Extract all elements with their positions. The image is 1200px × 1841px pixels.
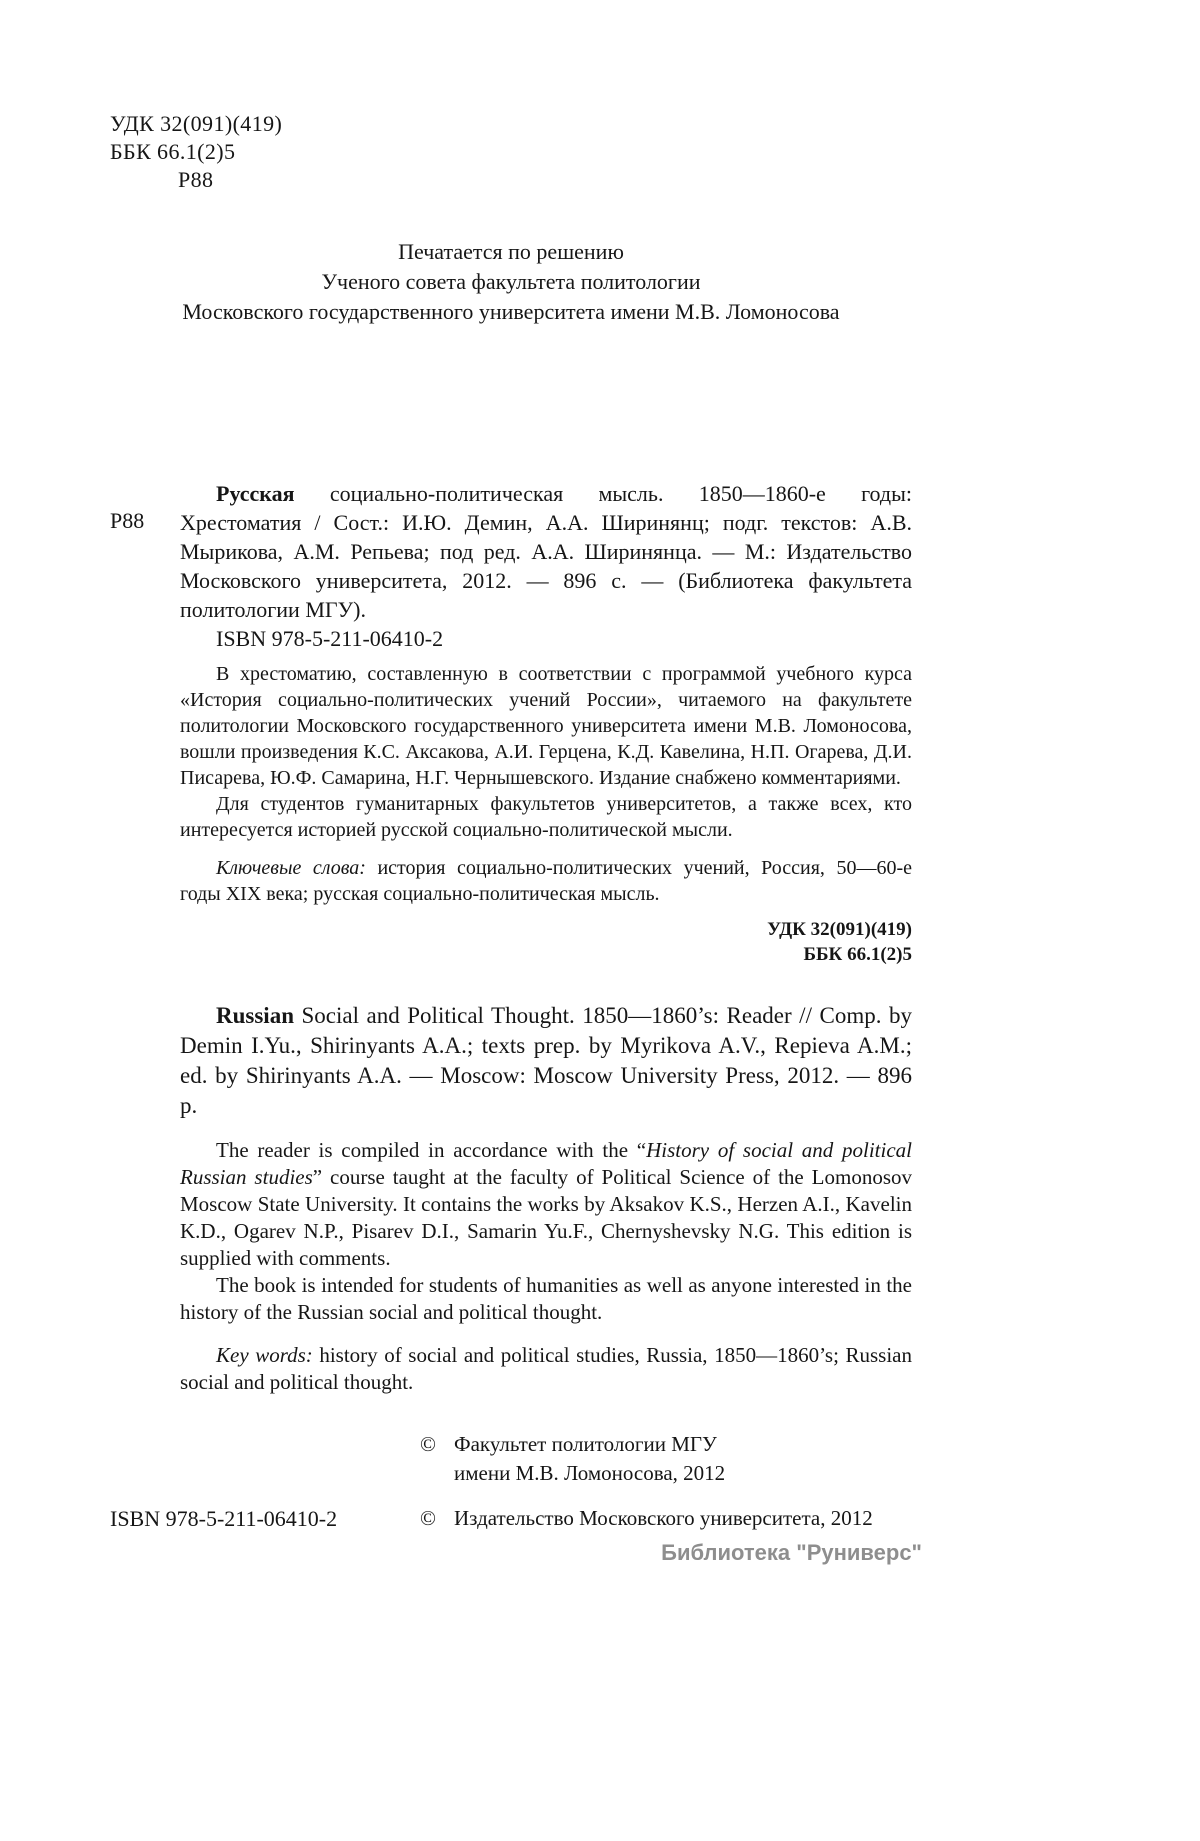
en-abstract-p1-course-title: History of social and political Russian studies xyxy=(180,1138,912,1189)
bbk-code: ББК 66.1(2)5 xyxy=(110,139,236,164)
en-abstract-p1-end: ” course taught at the faculty of Political Science of the Lomonosov Moscow State University. It contains the works by Aksakov K.S., Herzen A.I., Kavelin K.D., Ogarev N.P., Pisarev D.I., Samarin Yu.F., Chernyshevsky N.G. This edition is supplied with comments. xyxy=(180,1165,913,1270)
copyright-symbol-1: © xyxy=(420,1432,436,1456)
en-abstract-block xyxy=(180,1137,912,1326)
en-entry-body: Social and Political Thought. 1850—1860’s: Reader // Comp. by Demin I.Yu., Shirinyants A.A.; texts prep. by Myrikova A.V., Repieva A.M.; ed. by Shirinyants A.A. — Moscow: Moscow University Press, 2012. — 896 p. xyxy=(180,1003,912,1118)
ru-abstract-paragraph-1: В хрестоматию, составленную в соответствии с программой учебного курса «История социально-политических учений России», читаемого на факультете политологии Московского государственного университета имени М.В. Ломоносова, вошли произведения К.С. Аксакова, А.И. Герцена, К.Д. Кавелина, Н.П. Огарева, Д.И. Писарева, Ю.Ф. Самарина, Н.Г. Чернышевского. Издание снабжено комментариями. xyxy=(180,663,912,789)
ru-entry-margin-code: Р88 xyxy=(110,508,145,533)
en-abstract-paragraph-2: The book is intended for students of humanities as well as anyone interested in the history of the Russian social and political thought. xyxy=(180,1273,912,1324)
ru-entry-title-bold: Русская xyxy=(216,481,295,506)
copyright-block xyxy=(110,1430,912,1533)
en-abstract-paragraph-1 xyxy=(180,1137,912,1272)
imprimatur-block xyxy=(110,237,912,327)
imprimatur-line1: Печатается по решению xyxy=(398,239,624,264)
top-classification-codes xyxy=(110,110,912,194)
copyright-line-2: имени М.В. Ломоносова, 2012 xyxy=(454,1461,726,1485)
en-keywords-paragraph xyxy=(180,1342,912,1396)
content-column xyxy=(110,110,912,1533)
imprimatur-line3: Московского государственного университета имени М.В. Ломоносова xyxy=(182,299,840,324)
ru-entry-block xyxy=(110,479,912,653)
isbn-bottom: ISBN 978-5-211-06410-2 xyxy=(110,1506,338,1531)
runivers-library-watermark: Библиотека "Руниверс" xyxy=(661,1540,922,1565)
en-keywords-text: history of social and political studies, Russia, 1850—1860’s; Russian social and political thought. xyxy=(180,1343,912,1394)
author-sign-code: Р88 xyxy=(178,167,214,192)
imprimatur-line2: Ученого совета факультета политологии xyxy=(321,269,701,294)
copyright-line-3-text: Издательство Московского университета, 2012 xyxy=(454,1506,873,1530)
right-classification-codes xyxy=(110,917,912,967)
copyright-line-1 xyxy=(420,1430,912,1459)
en-entry-title-bold: Russian xyxy=(216,1003,294,1028)
ru-entry-body: социально-политическая мысль. 1850—1860-е годы: Хрестоматия / Сост.: И.Ю. Демин, А.А. Ширинянц; подг. текстов: А.В. Мырикова, А.М. Репьева; под ред. А.А. Ширинянца. — М.: Издательство Московского университета, 2012. — 896 с. — (Библиотека факультета политологии МГУ). xyxy=(180,481,912,622)
copyright-line-1-text: Факультет политологии МГУ xyxy=(454,1432,717,1456)
udk-code: УДК 32(091)(419) xyxy=(110,111,283,136)
ru-entry-isbn: ISBN 978-5-211-06410-2 xyxy=(216,626,444,651)
udk-code-right: УДК 32(091)(419) xyxy=(767,919,912,940)
en-abstract-p1-start: The reader is compiled in accordance with the “ xyxy=(216,1138,647,1162)
en-bibliographic-entry xyxy=(180,1001,912,1121)
ru-keywords-label: Ключевые слова: xyxy=(216,857,366,879)
ru-abstract-block xyxy=(180,661,912,843)
ru-keywords-paragraph xyxy=(180,855,912,907)
ru-keywords-text: история социально-политических учений, Россия, 50—60-е годы XIX века; русская социально-политическая мысль. xyxy=(180,857,912,905)
ru-bibliographic-entry xyxy=(180,479,912,624)
en-keywords-label: Key words: xyxy=(216,1343,313,1367)
bbk-code-right: ББК 66.1(2)5 xyxy=(803,944,912,965)
ru-abstract-paragraph-2: Для студентов гуманитарных факультетов университетов, а также всех, кто интересуется историей русской социально-политической мысли. xyxy=(180,793,912,841)
copyright-symbol-2: © xyxy=(420,1506,436,1530)
copyright-line-3 xyxy=(420,1504,912,1533)
copyright-holders xyxy=(420,1430,912,1533)
